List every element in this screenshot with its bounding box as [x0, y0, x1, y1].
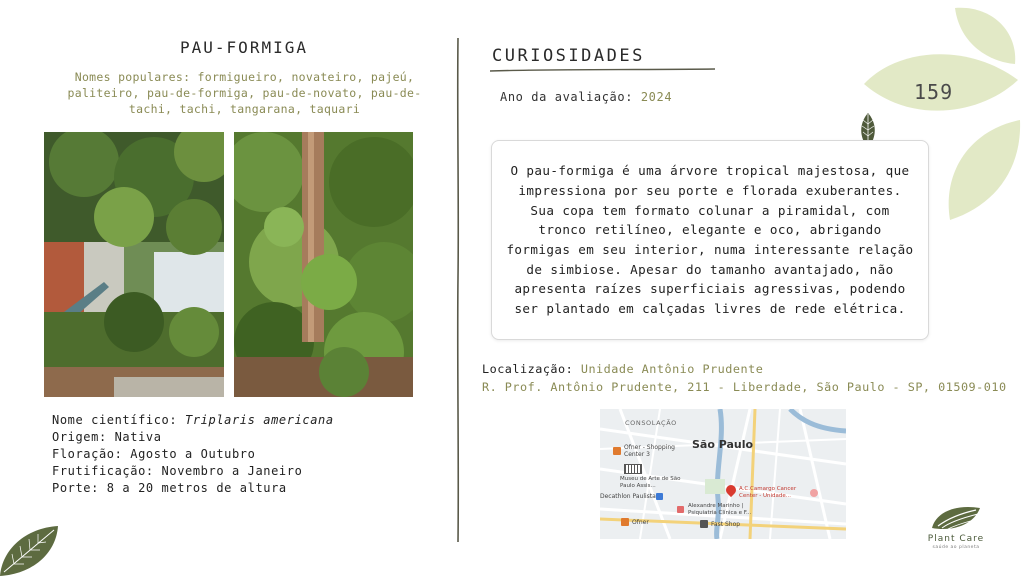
- hospital-icon: [810, 489, 818, 497]
- fact-size: Porte: 8 a 20 metros de altura: [52, 481, 287, 495]
- fact-flowering: Floração: Agosto a Outubro: [52, 447, 256, 461]
- fact-origin: Origem: Nativa: [52, 430, 162, 444]
- location-unit: Localização: Unidade Antônio Prudente: [482, 362, 764, 376]
- shop-icon: [700, 520, 708, 528]
- leaf-shape: [955, 8, 1015, 64]
- shop-icon: [613, 447, 621, 455]
- plant-care-logo: [930, 502, 982, 532]
- hospital-icon: [677, 506, 684, 513]
- leaf-icon: [0, 520, 62, 576]
- map-poi-alexandre: Alexandre Marinho | Psiquiatria Clínica e F...: [688, 503, 752, 516]
- curiosities-card: [491, 140, 929, 340]
- fact-scientific-name: Nome científico: Triplaris americana: [52, 413, 334, 427]
- shop-icon: [621, 518, 629, 526]
- plant-photo-right: [234, 132, 413, 397]
- map-poi-fastshop: Fast Shop: [711, 521, 741, 528]
- column-divider: [456, 38, 460, 542]
- heading-underline: [490, 66, 715, 74]
- curiosities-text: O pau-formiga é uma árvore tropical majestosa, que impressiona por seu porte e florada exuberantes. Sua copa tem formato colunar a piramidal, com tronco retilíneo, elegante e oco, abrigando formigas em seu interior, numa interessante relação de simbiose. Apesar do tamanho avantajado, não apresenta raízes superficiais agressivas, podendo ser plantado em calçadas livres de rede elétrica.: [506, 163, 914, 317]
- museum-icon: [624, 464, 642, 474]
- evaluation-year: Ano da avaliação: 2024: [500, 90, 673, 104]
- map-poi-decathlon: Decathlon Paulista: [600, 493, 656, 500]
- leaf-shape: [949, 120, 1020, 220]
- map-poi-ofner-shopping: Ofner - Shopping Center 3: [624, 444, 675, 458]
- popular-names: Nomes populares: formigueiro, novateiro, pajeú, paliteiro, pau-de-formiga, pau-de-novato, pau-de-tachi, tachi, tangarana, taquari: [67, 70, 422, 116]
- hospital-icon: [656, 493, 663, 500]
- brand-tagline: saúde ao planeta: [932, 545, 980, 550]
- brand-name: Plant Care: [927, 534, 985, 544]
- map-poi-accamargo: A.C.Camargo Cancer Center - Unidade...: [739, 486, 797, 499]
- plant-photo-left: [44, 132, 224, 397]
- location-map[interactable]: [600, 409, 846, 539]
- plant-title: PAU-FORMIGA: [180, 38, 308, 57]
- map-poi-ofner: Ofner: [632, 519, 649, 526]
- location-address: R. Prof. Antônio Prudente, 211 - Liberdade, São Paulo - SP, 01509-010: [482, 380, 1007, 394]
- map-district-label: CONSOLAÇÃO: [625, 419, 677, 427]
- plant-facts: [52, 412, 334, 497]
- fact-fruiting: Frutificação: Novembro a Janeiro: [52, 464, 303, 478]
- location-block: [482, 360, 1007, 396]
- map-city-label: São Paulo: [692, 438, 754, 451]
- card-number: 159: [914, 80, 954, 104]
- curiosities-heading: CURIOSIDADES: [492, 46, 645, 66]
- map-poi-museum: Museu de Arte de São Paulo Assis...: [620, 476, 681, 489]
